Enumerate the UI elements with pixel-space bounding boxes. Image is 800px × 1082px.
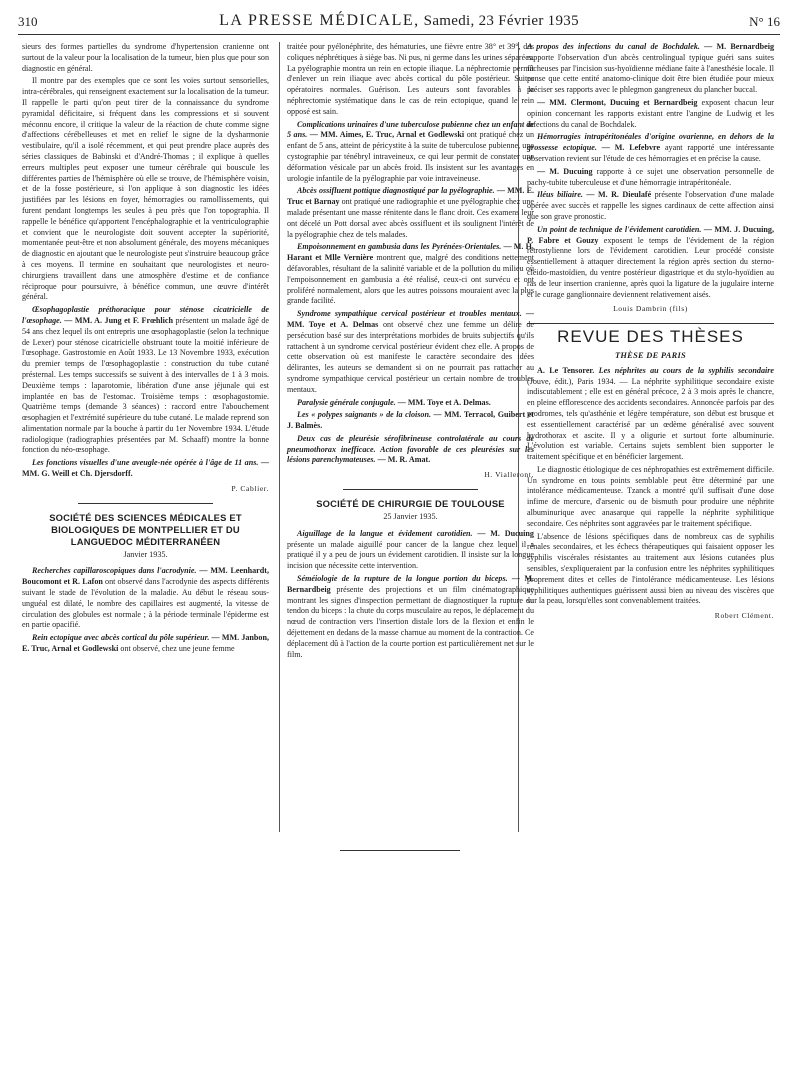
article-title: Un point de technique de l'évidement carotidien. <box>537 224 702 234</box>
article-pleuresie <box>287 434 534 466</box>
column-1 <box>22 42 269 657</box>
article-title: Iléus biliaire. <box>537 190 583 200</box>
article-paralysie <box>287 398 534 409</box>
article-authors: — M. Bernardbeig <box>699 42 774 51</box>
article-title: Œsophagoplastie préthoracique pour sténose cicatricielle de l'œsophage. <box>22 305 269 325</box>
signature: Robert Clément. <box>714 611 774 621</box>
thesis-author: A. Le Tensorer. <box>537 365 595 375</box>
article-body: ont observé dans l'acrodynie des aspects différents suivant le stade de l'évolution de la maladie. Au début le réseau sous-unguéal est dilaté, le nombre des capillaires est augmenté, la vitesse de circulation des globules est normale ; à la période terminale l'épiderme est en partie opacifié. <box>22 577 269 630</box>
article-syndrome-sympathique <box>287 309 534 395</box>
end-rule <box>340 850 460 851</box>
divider <box>78 503 214 504</box>
article-oesophagoplastie <box>22 305 269 456</box>
article-body: ont observé chez une femme un délire de persécution basé sur des interprétations morbides de bruits subjectifs qu'ils rattachent à un syndrome cervical postérieur évident chez elle. A propos de cette observation où est manifeste le caractère secondaire des idées délirantes, les auteurs se demandent si on ne pourrait pas rattacher au syndrome sympathique cervical postérieur un certain nombre de troubles mentaux. <box>287 319 534 394</box>
article-body: présente un malade aiguillé pour cancer de la langue chez lequel il a pratiqué il y a peu de jours un évidement carotidien. Il insiste sur la longue incision que nécessite cette intervention. <box>287 539 534 571</box>
publication-name: LA PRESSE MÉDICALE, <box>219 12 420 29</box>
column-2 <box>287 42 534 662</box>
article-title: Hémorragies intrapéritonéales d'origine ovarienne, en dehors de la grossesse ectopique. <box>527 132 774 153</box>
discussion-paragraph <box>527 98 774 130</box>
article-authors: — MM. G. Weill et Ch. Djersdorff. <box>22 458 269 479</box>
article-title: Deux cas de pleurésie sérofibrineuse controlatérale au cours de pneumothorax inefficace. Action favorable de ces pleurésies sur les lésions parenchymateuses. <box>287 433 534 465</box>
society-date: 25 Janvier 1935. <box>383 512 438 522</box>
thesis-publisher: (Jouve, édit.), Paris 1934. <box>527 376 616 386</box>
society-heading: SOCIÉTÉ DE CHIRURGIE DE TOULOUSE <box>316 498 505 510</box>
article-title: Les fonctions visuelles d'une aveugle-née opérée à l'âge de 11 ans. <box>32 458 259 468</box>
article-fonctions-visuelles <box>22 458 269 480</box>
article-title: Complications urinaires d'une tuberculose pubienne chez un enfant de 5 ans. <box>287 119 534 140</box>
society-date: Janvier 1935. <box>123 549 168 559</box>
society-heading: SOCIÉTÉ DES SCIENCES MÉDICALES ET BIOLOGIQUES DE MONTPELLIER ET DU LANGUEDOC MÉDITERRANÉEN <box>49 511 242 547</box>
article-authors: — MM. Terracol, Guibert et J. Balmès. <box>287 410 534 431</box>
article-body: ont observé, chez une jeune femme <box>118 644 235 654</box>
article-authors: — MM. E. Truc et Barnay <box>287 186 535 207</box>
article-body: rapporte à ce sujet une observation personnelle de pachy-tubite tuberculeuse et d'une hémorragie intrapéritonéale. <box>527 166 774 187</box>
article-rein-ectopique <box>22 633 269 655</box>
article-authors: — MM. A. Jung et F. Frœhlich <box>61 315 174 325</box>
article-authors: — M. R. Amat. <box>375 455 431 465</box>
signature: H. Vialleront. <box>484 470 534 480</box>
thesis-body: — La néphrite syphilitique secondaire existe indiscutablement ; elle est en général précoce, 2 à 3 mois après le chancre, en pleine efflorescence des accidents secondaires. Annoncée parfois par des prodromes, tels qu'asthénie et légère température, son début est brusque et est essentiellement caractérisé par un œdème généralisé avec souvent hydrothorax et ascite. Il y a oligurie et surtout forte albuminurie. L'évolution est variable. Certains sujets semblent bien supporter le traitement spécifique et en bénéficier largement. <box>527 376 774 462</box>
article-bochdalek <box>527 42 774 96</box>
article-body: présente des projections et un film cinématographique montrant les signes d'inspection permettant de diagnostiquer la rupture du tendon du biceps : la chute du corps musculaire au repos, le déplacement du nœud de contraction vers l'insertion distale lors de la flexion et enfin le déjettement en dedans de la masse charnue au moment de la contraction. Ce déplacement dû à l'action de la courte portion est particulièrement net sur le film. <box>287 584 534 659</box>
article-body: exposent chacun leur opinion concernant les rapports existant entre l'angine de Ludwig et les infections du canal de Bochdalek. <box>527 97 774 129</box>
article-authors: — MM. J. Ducuing, P. Fabre et Gouzy <box>527 224 774 245</box>
article-point-technique <box>527 225 774 301</box>
article-authors: — M. Lefebvre <box>596 143 661 153</box>
article-title: Les « polypes saignants » de la cloison. <box>297 410 431 420</box>
article-body: montrent que, malgré des conditions nettement défavorables, résultant de la salinité variable et de la pollution du milieu où l'empoisonnement en gambusia a été réalisé, ceux-ci ont survécu et ont proliféré normalement, alors que les autres poissons mouraient avec la plus grande facilité. <box>287 253 534 306</box>
article-title: Empoisonnement en gambusia dans les Pyrénées-Orientales. <box>297 242 502 252</box>
article-title: Rein ectopique avec abcès cortical du pôle supérieur. <box>32 633 210 643</box>
article-ileus <box>527 190 774 222</box>
header-rule <box>18 34 780 35</box>
paragraph: Il montre par des exemples que ce sont les voies surtout sensorielles, intra-cérébrales, qui renseignent exactement sur la localisation de la tumeur. Il rappelle le parti qu'on peut tirer de la connaissance du syndrome pyramidal déficitaire, si fréquent dans les compressions et si souvent méconnu encore, il critique la valeur de la réaction de chute comme signe d'affections cérébelleuses et met en relief le signe de la dysharmonie vestibulaire, qu'il a isolé récemment, et qui peut prendre place auprès des séries classiques de Babinski et d'André-Thomas ; il explique à quelles erreurs multiples peut exposer une tumeur cérébrale qui bouscule les différentes parties de l'hémisphère où elle se trouve, de l'hémisphère voisin, et de la fosse postérieure, si l'on applique à son diagnostic les idées justifiées par les lésions en foyer, hémorragies ou ramollissements, qui furent pendant longtemps les seules à peu près que l'on topographia. Il rappelle le bénéfice qu'apportent l'encéphalographie et la ventriculographie et convient que le neurologiste doit souvent accepter la supériorité, momentanée peut-être et non absolument générale, des moyens mécaniques de diagnostic en ajoutant que le neurologiste peut s'instruire beaucoup grâce à ces moyens. Il termine en souhaitant que neurologistes et neuro-chirurgiens travaillent dans une atmosphère d'estime et de confiance réciproque pour poursuivre, à bénéfice commun, une œuvre d'intérêt général. <box>22 76 269 302</box>
issue-number: N° 16 <box>749 14 780 29</box>
article-authors: — M. R. Dieulafé <box>582 190 652 200</box>
article-authors: — MM. Toye et A. Delmas. <box>395 397 491 407</box>
paragraph: sieurs des formes partielles du syndrome d'hypertension cranienne ont surtout de la valeur pour la localisation de la tumeur, bien plus que pour son diagnostic en général. <box>22 42 269 73</box>
article-polypes <box>287 410 534 432</box>
section-title: REVUE DES THÈSES <box>557 327 744 347</box>
thesis-entry <box>527 366 774 463</box>
section-subtitle: THÈSE DE PARIS <box>614 350 687 360</box>
article-semeiologie <box>287 574 534 660</box>
thesis-title: Les néphrites au cours de la syphilis secondaire <box>594 365 774 375</box>
signature: Louis Dambrin (fils) <box>613 304 688 314</box>
article-aiguillage <box>287 529 534 572</box>
column-3 <box>527 42 774 628</box>
article-body: ont pratiqué une radiographie et une pyélographie chez une malade présentant une masse rénitente dans le flanc droit. Ces examens leur ont décelé un Pott dorsal avec abcès ossifluent et ils soulignent l'intérêt de la pyélographie chez de tels malades. <box>287 197 534 239</box>
article-authors: — M. Ducuing <box>537 166 593 176</box>
article-authors: — MM. Janbon, E. Truc, Arnal et Godlewski <box>22 633 269 654</box>
paragraph: Le diagnostic étiologique de ces néphropathies est extrêmement difficile. Un syndrome en tous points semblable peut être déterminé par une intolérance médicamenteuse. Tzanck a montré qu'il suffisait d'une dose infime de mercure, d'arsenic ou de bismuth pour produire une néphrite albuminurique avec anasarque qui rappelle la néphrite syphilitique secondaire. Ces néphrites sont aggravées par le traitement spécifique. <box>527 464 774 528</box>
paragraph: traitée pour pyélonéphrite, des hématuries, une fièvre entre 38° et 39°, des coliques néphrétiques à siège bas. Ni pus, ni germe dans les urines séparées. La pyélographie montra un rein en ectopie iliaque. La néphrectomie permit d'enlever un rein iliaque avec abcès cortical du pôle postérieur. Suites opératoires normales. Guérison. Les auteurs sont favorables à la néphrectomie systématique dans le cas de rein ectopique, quand le rein opposé est sain. <box>287 42 534 116</box>
article-authors: — MM. Toye et A. Delmas <box>287 309 534 329</box>
discussion-paragraph <box>527 167 774 189</box>
article-body: ont pratiqué chez un enfant de 5 ans, atteint de péricystite à la suite de tuberculose pubienne, une cystographie par ténébryl intraveineux, ce qui leur permit de constater une déformation vésicale par un abcès froid. Ils insistent sur les avantages en urologie infantile de la pyélographie par voie intraveineuse. <box>287 130 534 183</box>
article-body: présente l'observation d'une malade opérée avec succès et rappelle les signes cardinaux de cette affection ainsi que son grave pronostic. <box>527 190 774 221</box>
article-title: Paralysie générale conjugale. <box>297 397 396 407</box>
page-number: 310 <box>18 14 38 29</box>
page-header <box>18 10 780 36</box>
divider <box>343 489 479 490</box>
column-separator <box>279 42 280 832</box>
article-title: Syndrome sympathique cervical postérieur et troubles mentaux. <box>297 309 522 319</box>
signature: P. Cablier. <box>231 483 269 493</box>
article-title: A propos des infections du canal de Bochdalek. <box>527 42 700 51</box>
article-authors: — M. Bernardbeig <box>287 574 534 594</box>
issue-date: Samedi, 23 Février 1935 <box>423 13 579 29</box>
article-authors: — MM. Leenhardt, Boucomont et R. Lafon <box>22 566 269 587</box>
article-body: présentent un malade âgé de 54 ans chez lequel ils ont entrepris une œsophagoplastie (selon la technique de Lexer) pour sténose cicatricielle obstruant toute la moitié inférieure de l'œsophage. Gastrostomie en Août 1933. Le 13 Novembre 1933, exécution du premier temps de l'œsophagoplastie : construction du tube cutané présternal. Les temps successifs se suivent à des intervalles de 1 à 3 mois. Deuxième temps : laparotomie, libération d'une anse jéjunale qui est implantée en bas de l'estomac. Troisième temps : œsophagostomie. Quatrième temps (demande 3 séances) : raccord entre l'abouchement œsophagien et l'extrémité supérieure du tube cutané. Le malade reprend son alimentation normale par la bouche à partir du 1er Novembre 1934. L'étude radiologique (radiographies présentées par M. Schaaff) montre la bonne fonction du néo-œsophage. <box>22 315 269 455</box>
article-authors: — M. H. Harant et Mlle Vernière <box>287 242 534 263</box>
article-empoisonnement <box>287 242 534 307</box>
article-complications-urinaires <box>287 120 534 185</box>
article-authors: — M. Ducuing <box>472 528 534 538</box>
divider <box>527 323 774 324</box>
article-title: Séméiologie de la rupture de la longue portion du biceps. <box>297 574 508 584</box>
paragraph: L'absence de lésions spécifiques dans de nombreux cas de syphilis rénales secondaires, et les échecs thérapeutiques qui faisaient opposer les syphilis viscérales résistantes au traitement aux lésions cutanées plus sensibles, s'expliqueraient par la confusion entre les néphrites syphilitiques proprement dites et celles de l'intolérance médicamenteuse. Les lésions syphilitiques authentiques guérissent aussi bien au niveau des viscères que sur la peau, lorsqu'elles sont convenablement traitées. <box>527 531 774 606</box>
article-capillaroscopiques <box>22 566 269 631</box>
running-title <box>18 12 780 30</box>
article-authors: — MM. Aimes, E. Truc, Arnal et Godlewski <box>307 130 465 140</box>
article-body: rapporte l'observation d'un abcès centrolingual typique guéri sans suites fâcheuses par l'incision sus-hyoïdienne médiane faite à l'anesthésie locale. Il pense que cette entité anatomo-clinique doit être bien étudiée pour mieux préciser ses rapports avec le phlegmon gangreneux du plancher buccal. <box>527 52 774 95</box>
article-body: ayant rapporté une intéressante observation revient sur l'étude de ces hémorragies et en précise la cause. <box>527 143 774 163</box>
article-body: exposent le temps de l'évidement de la région rétrostylienne lors de l'évidement carotidien. Leur procédé consiste essentiellement à attaquer directement la région après section du sterno-cléido-mastoïdien, du ventre postérieur digastrique et du stylo-hyoïdien au ras de leur insertion cranienne, après quoi la ligature de la jugulaire interne et le curage ganglionnaire deviennent relativement aisés. <box>527 235 774 299</box>
article-title: Recherches capillaroscopiques dans l'acrodynie. <box>32 566 197 576</box>
article-title: Abcès ossifluent pottique diagnostiqué par la pyélographie. <box>297 186 495 196</box>
article-abces-ossifluent <box>287 186 534 240</box>
article-hemorragies <box>527 132 774 164</box>
article-title: Aiguillage de la langue et évidement carotidien. <box>297 528 473 538</box>
article-authors: — MM. Clermont, Ducuing et Bernardbeig <box>537 97 698 107</box>
